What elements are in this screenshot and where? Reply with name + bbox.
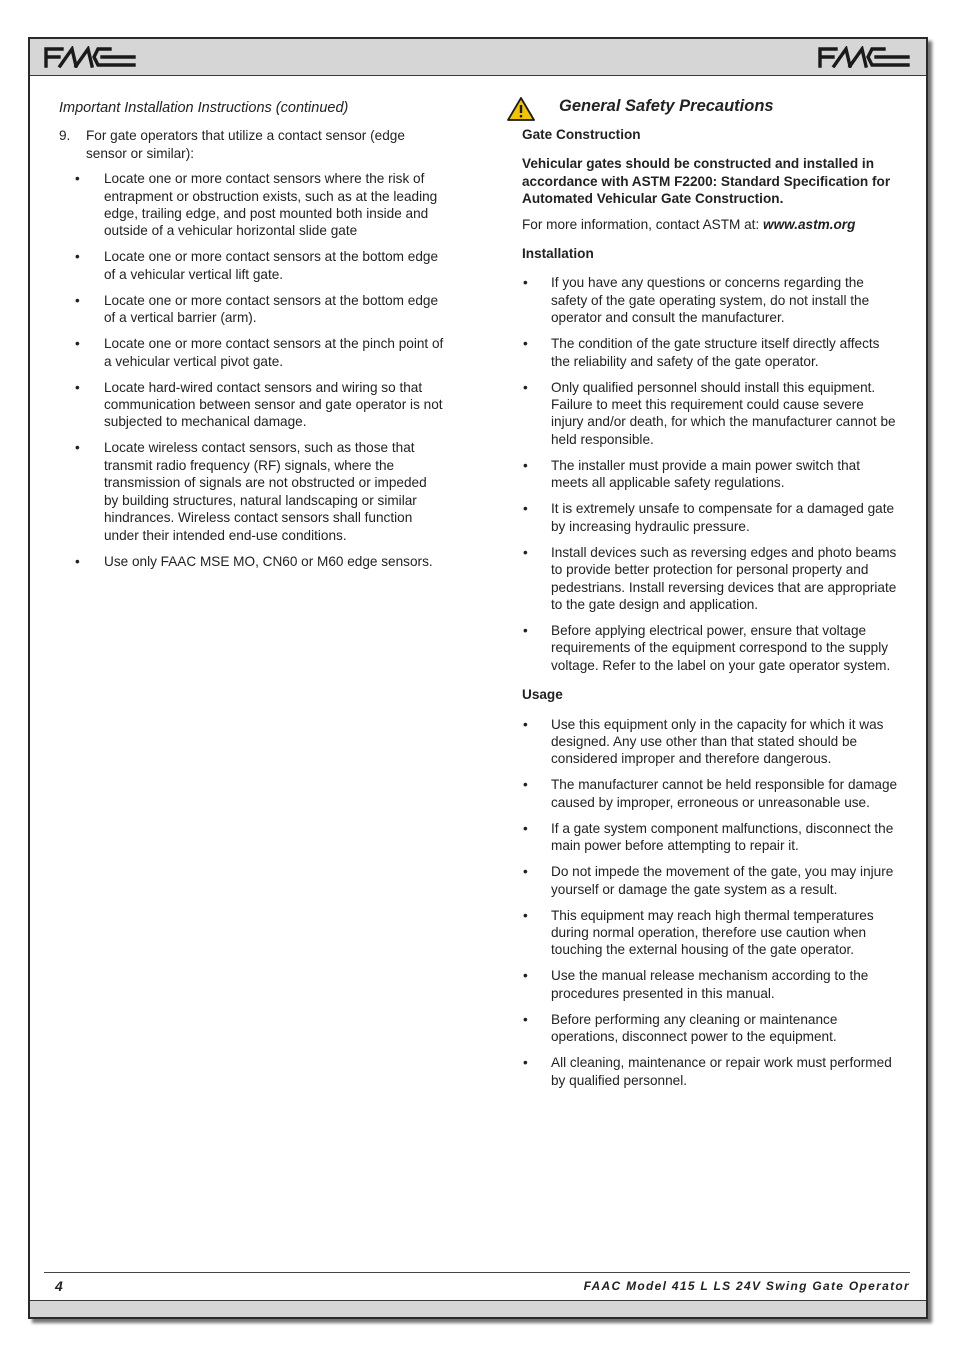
sensor-bullet-list [59,170,444,570]
left-column [59,100,444,579]
list-item: • Before applying electrical power, ensure that voltage requirements of the equipment correspond to the supply voltage. Refer to the label on your gate operator system. [522,622,900,674]
document-title: FAAC Model 415 L LS 24V Swing Gate Operator [583,1279,910,1293]
astm-info-text: For more information, contact ASTM at: [522,216,763,232]
astm-link[interactable]: www.astm.org [763,216,856,232]
usage-list [522,716,900,1089]
footer-divider [44,1272,910,1273]
list-item: • Use this equipment only in the capacity for which it was designed. Any use other than that stated should be considered improper and therefore dangerous. [522,716,900,768]
list-item: • Locate one or more contact sensors at the bottom edge of a vertical barrier (arm). [59,292,444,327]
list-item: • The manufacturer cannot be held responsible for damage caused by improper, erroneous or unreasonable use. [522,776,900,811]
list-item: • Install devices such as reversing edges and photo beams to provide better protection for personal property and pedestrians. Install reversing devices that are appropriate to the gate design and application. [522,544,900,614]
subheading-installation: Installation [522,246,594,262]
list-item: • This equipment may reach high thermal temperatures during normal operation, therefore use caution when touching the external housing of the gate operator. [522,907,900,959]
section-title: General Safety Precautions [559,97,774,115]
right-column [522,96,900,1098]
astm-info [522,216,900,233]
subheading-gate-construction: Gate Construction [522,127,641,142]
list-item: • Locate hard-wired contact sensors and wiring so that communication between sensor and gate operator is not subjected to mechanical damage. [59,379,444,431]
list-item: • Before performing any cleaning or maintenance operations, disconnect power to the equipment. [522,1011,900,1046]
item-number: 9. [59,128,71,144]
subheading-usage: Usage [522,687,563,703]
list-item: • All cleaning, maintenance or repair work must performed by qualified personnel. [522,1054,900,1089]
list-item: • Locate one or more contact sensors at the bottom edge of a vehicular vertical lift gate. [59,248,444,283]
list-item: • Do not impede the movement of the gate, you may injure yourself or damage the gate system as a result. [522,863,900,898]
section-title-continued: Important Installation Instructions (continued) [59,100,349,116]
page-number: 4 [55,1278,63,1294]
safety-title-row [522,96,900,116]
footer-bar [30,1300,926,1317]
faac-logo-right [816,46,912,68]
astm-statement: Vehicular gates should be constructed and installed in accordance with ASTM F2200: Standard Specification for Automated Vehicular Gate Construction. [522,156,891,207]
list-item: • Use only FAAC MSE MO, CN60 or M60 edge sensors. [59,553,444,570]
list-item: • The installer must provide a main power switch that meets all applicable safety regulations. [522,457,900,492]
header-bar [30,39,926,76]
warning-icon [506,96,536,122]
list-item: • Locate wireless contact sensors, such as those that transmit radio frequency (RF) signals, where the transmission of signals are not obstructed or impeded by building structures, natural landscaping or similar hindrances. Wireless contact sensors shall function under their intended end-use conditions. [59,439,444,543]
numbered-item [59,127,444,162]
installation-list [522,274,900,674]
list-item: • The condition of the gate structure itself directly affects the reliability and safety of the gate operator. [522,335,900,370]
list-item: • If you have any questions or concerns regarding the safety of the gate operating system, do not install the operator and consult the manufacturer. [522,274,900,326]
list-item: • If a gate system component malfunctions, disconnect the main power before attempting to repair it. [522,820,900,855]
item-text: For gate operators that utilize a contact sensor (edge sensor or similar): [86,128,405,161]
list-item: • Locate one or more contact sensors where the risk of entrapment or obstruction exists, such as at the leading edge, trailing edge, and post mounted both inside and outside of a vehicular horizontal slide gate [59,170,444,240]
list-item: • Only qualified personnel should install this equipment. Failure to meet this requirement could cause severe injury and/or death, for which the manufacturer cannot be held responsible. [522,379,900,449]
list-item: • Locate one or more contact sensors at the pinch point of a vehicular vertical pivot gate. [59,335,444,370]
list-item: • Use the manual release mechanism according to the procedures presented in this manual. [522,967,900,1002]
list-item: • It is extremely unsafe to compensate for a damaged gate by increasing hydraulic pressure. [522,500,900,535]
faac-logo [42,46,138,68]
